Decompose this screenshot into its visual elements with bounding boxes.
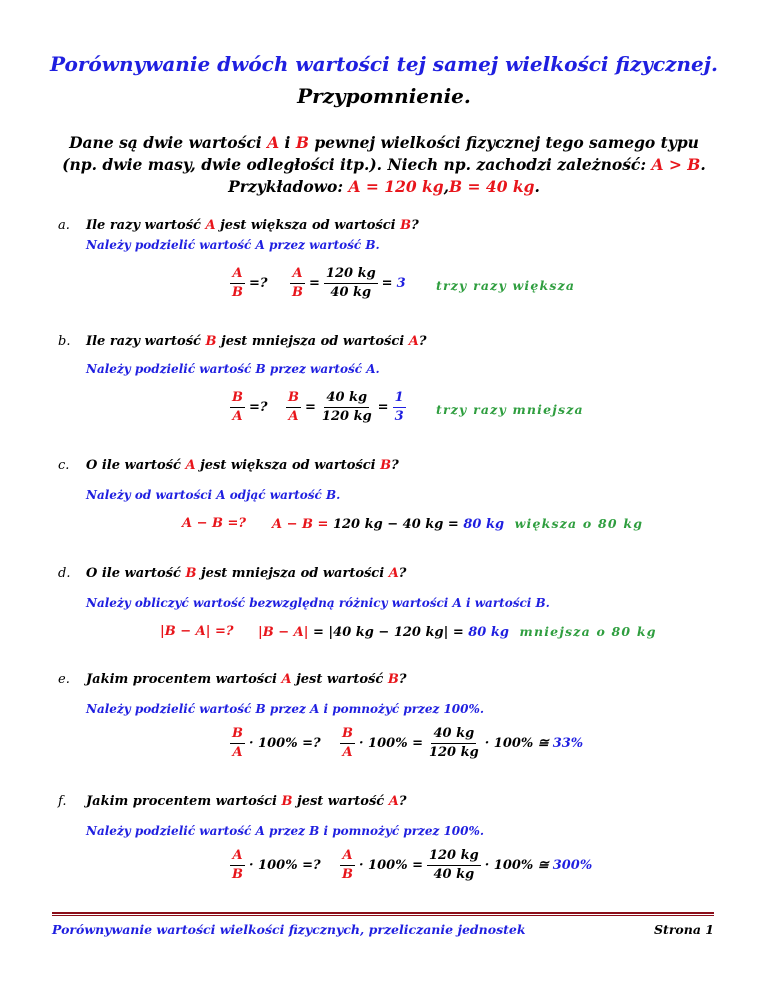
section-d-question: O ile wartość B jest mniejsza od wartości A? xyxy=(86,566,407,581)
section-b-letter: b. xyxy=(58,334,71,349)
section-c-ask: A − B =? xyxy=(182,516,247,531)
section-a-question: Ile razy wartość A jest większa od wartości B? xyxy=(86,218,419,233)
intro-paragraph xyxy=(0,132,768,198)
section-b-question: Ile razy wartość B jest mniejsza od wartości A? xyxy=(86,334,427,349)
section-e-instruction: Należy podzielić wartość B przez A i pomnożyć przez 100%. xyxy=(86,702,485,716)
section-f-instruction: Należy podzielić wartość A przez B i pomnożyć przez 100%. xyxy=(86,824,485,838)
intro-line-3: Przykładowo: A = 120 kg,B = 40 kg. xyxy=(228,177,540,196)
section-e-ask: $\frac{B}{A}$ · 100% =? xyxy=(232,726,321,760)
var-a: A xyxy=(267,133,280,152)
section-d-ask: |B − A| =? xyxy=(160,624,234,639)
section-b-words: trzy razy mniejsza xyxy=(436,402,584,417)
relation: A > B xyxy=(651,155,701,174)
section-b-instruction: Należy podzielić wartość B przez wartość A. xyxy=(86,362,380,376)
section-a-instruction: Należy podzielić wartość A przez wartość B. xyxy=(86,238,380,252)
section-c-calculation: A − B = 120 kg − 40 kg = 80 kg większa o 80 kg xyxy=(272,516,644,532)
section-b-ask: $\frac{B}{A}$ =? xyxy=(232,390,268,424)
page-number: Strona 1 xyxy=(654,922,714,937)
section-f-calculation: $\frac{A}{B}$ · 100% = $\frac{120 kg}{40 kg}$ · 100% ≅ 300% xyxy=(342,848,593,882)
section-a-words: trzy razy większa xyxy=(436,278,576,293)
section-a-calculation: $\frac{A}{B}$ = $\frac{120 kg}{40 kg}$ = 3 xyxy=(292,266,406,300)
section-b-calculation: $\frac{B}{A}$ = $\frac{40 kg}{120 kg}$ = $\frac{1}{3}$ xyxy=(288,390,404,424)
example-a: A = 120 kg xyxy=(348,177,444,196)
section-e-question: Jakim procentem wartości A jest wartość B? xyxy=(86,672,407,687)
section-f-question: Jakim procentem wartości B jest wartość A? xyxy=(86,794,407,809)
section-c-letter: c. xyxy=(58,458,70,473)
section-e-calculation: $\frac{B}{A}$ · 100% = $\frac{40 kg}{120 kg}$ · 100% ≅ 33% xyxy=(342,726,584,760)
section-d-instruction: Należy obliczyć wartość bezwzględną różnicy wartości A i wartości B. xyxy=(86,596,550,610)
section-a-letter: a. xyxy=(58,218,70,233)
intro-line-2: (np. dwie masy, dwie odległości itp.). Niech np. zachodzi zależność: A > B. xyxy=(62,155,706,174)
section-d-calculation: |B − A| = |40 kg − 120 kg| = 80 kg mniejsza o 80 kg xyxy=(258,624,657,640)
footer-rule xyxy=(52,912,714,914)
section-f-letter: f. xyxy=(58,794,67,809)
section-f-ask: $\frac{A}{B}$ · 100% =? xyxy=(232,848,321,882)
intro-line-1: Dane są dwie wartości A i B pewnej wielkości fizycznej tego samego typu xyxy=(69,133,699,152)
section-a-ask: $\frac{A}{B}$ =? xyxy=(232,266,268,300)
footer-text: Porównywanie wartości wielkości fizycznych, przeliczanie jednostek xyxy=(52,922,526,937)
section-c-question: O ile wartość A jest większa od wartości B? xyxy=(86,458,399,473)
footer-rule-thin xyxy=(52,915,714,916)
page-title: Porównywanie dwóch wartości tej samej wielkości fizycznej. xyxy=(50,52,718,76)
example-b: B = 40 kg xyxy=(449,177,535,196)
var-b: B xyxy=(295,133,309,152)
section-e-letter: e. xyxy=(58,672,70,687)
page-subtitle: Przypomnienie. xyxy=(297,84,471,108)
section-d-letter: d. xyxy=(58,566,71,581)
section-c-instruction: Należy od wartości A odjąć wartość B. xyxy=(86,488,341,502)
